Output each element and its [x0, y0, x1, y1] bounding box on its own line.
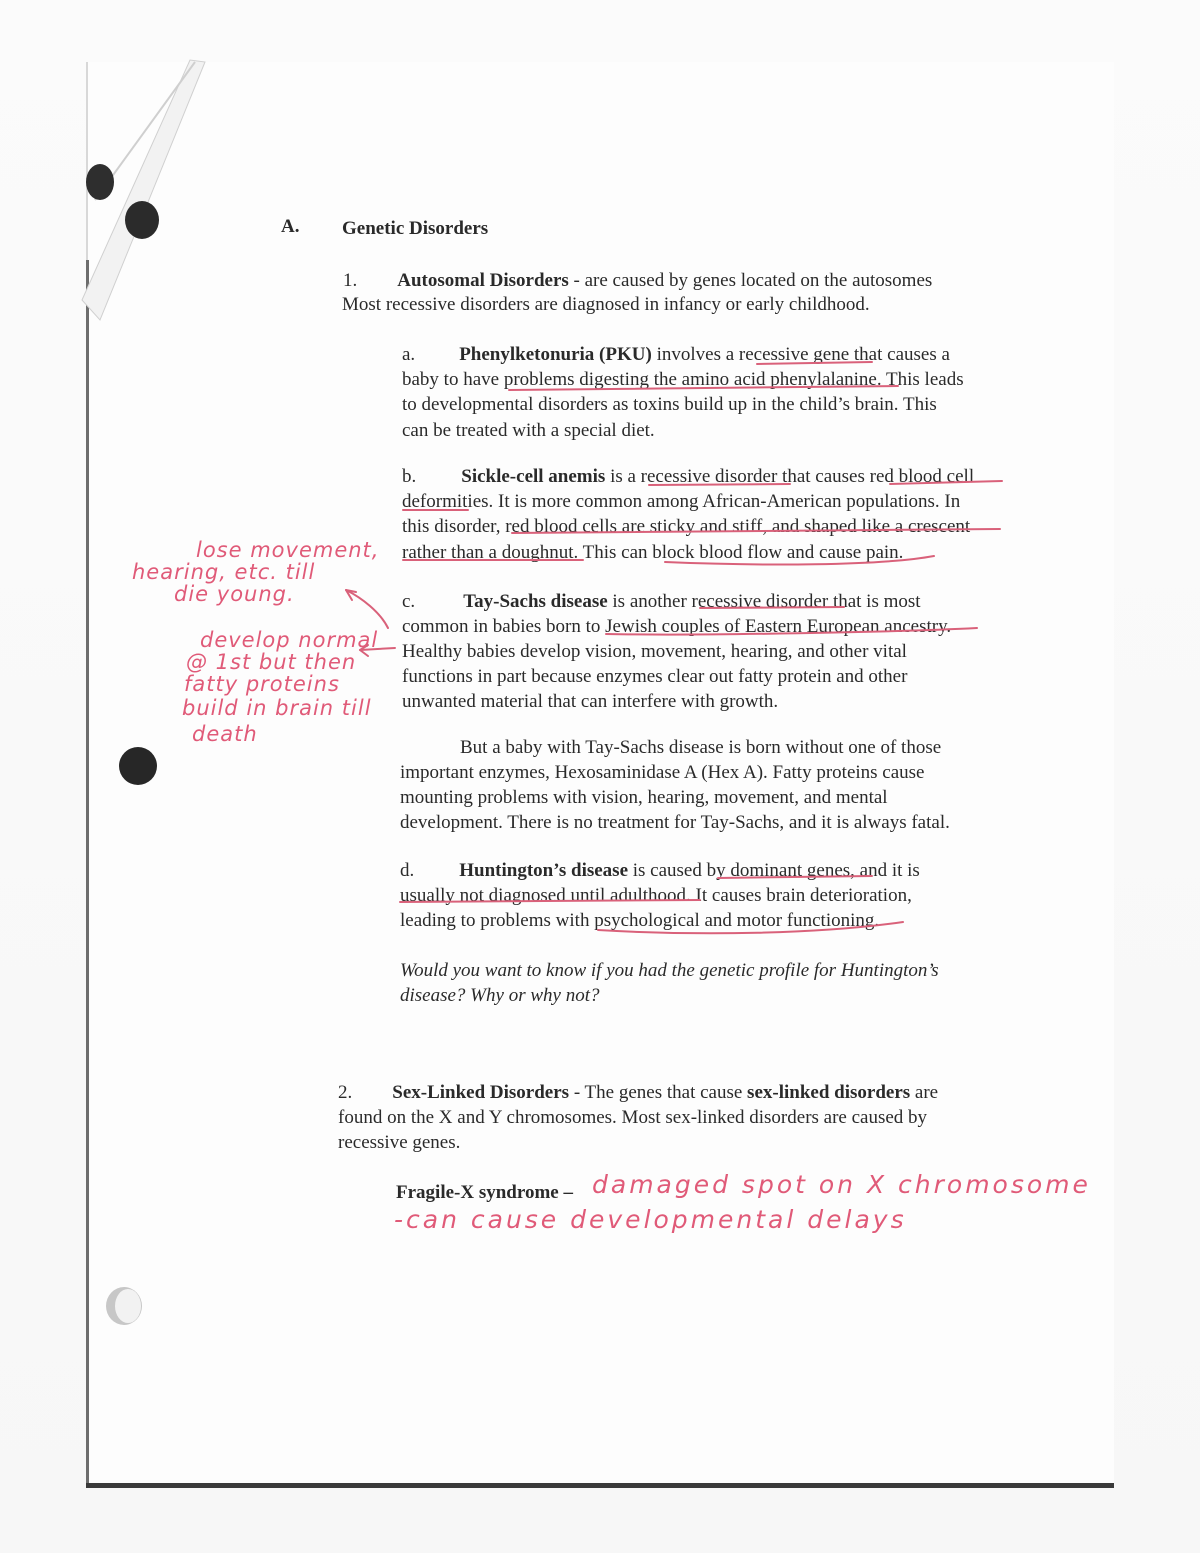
sickle-line2: deformities. It is more common among African-American populations. In [402, 491, 961, 512]
section-title: Genetic Disorders [342, 218, 489, 239]
taysachs-letter: c. [402, 591, 416, 612]
huntington-question-line2: disease? Why or why not? [400, 985, 600, 1006]
sexlinked-line2: found on the X and Y chromosomes. Most sex-linked disorders are caused by [338, 1107, 928, 1128]
taysachs-p2-line3: mounting problems with vision, hearing, movement, and mental [400, 787, 888, 808]
note-fragile-line2: -can cause developmental delays [394, 1205, 907, 1234]
note-develop-normal-line3: fatty proteins [184, 672, 340, 696]
autosomal-number: 1. [343, 270, 358, 291]
note-lose-movement-line1: lose movement, [196, 538, 380, 562]
sickle-heading: Sickle-cell anemis [461, 466, 606, 487]
taysachs-line5: unwanted material that can interfere with growth. [402, 691, 779, 712]
taysachs-text: is another recessive disorder that is most [607, 591, 921, 612]
sickle-letter: b. [402, 466, 417, 487]
sexlinked-text: - The genes that cause [569, 1082, 748, 1103]
note-develop-normal-line5: death [192, 722, 258, 746]
huntington-letter: d. [400, 860, 415, 881]
underline-amino-acid [509, 386, 898, 390]
underline-recessive-disorder-b [649, 484, 790, 485]
sickle-line3: this disorder, red blood cells are sticky and stiff, and shaped like a crescent [402, 516, 971, 537]
pku-line4: can be treated with a special diet. [402, 420, 655, 441]
underline-psychological [598, 922, 903, 933]
underline-red-blood-cell [890, 481, 1002, 484]
huntington-line2: usually not diagnosed until adulthood. It causes brain deterioration, [400, 885, 912, 906]
sickle-text: is a recessive disorder that causes red blood cell [605, 466, 975, 487]
underline-dominant-genes [718, 876, 872, 878]
huntington-text: is caused by dominant genes, and it is [628, 860, 920, 881]
note-fragile-line1: damaged spot on X chromosome [592, 1170, 1091, 1199]
taysachs-line2: common in babies born to Jewish couples of Eastern European ancestry. [402, 616, 952, 637]
taysachs-p2-line1: But a baby with Tay-Sachs disease is born without one of those [460, 737, 942, 758]
huntington-heading: Huntington’s disease [459, 860, 628, 881]
sickle-line4: rather than a doughnut. This can block blood flow and cause pain. [402, 542, 904, 563]
pku-letter: a. [402, 344, 416, 365]
arrow-to-note1 [346, 590, 388, 628]
taysachs-line3: Healthy babies develop vision, movement, hearing, and other vital [402, 641, 907, 662]
note-lose-movement-line3: die young. [174, 582, 295, 606]
autosomal-line2: Most recessive disorders are diagnosed in infancy or early childhood. [342, 294, 870, 315]
underline-recessive-disorder-c [700, 607, 844, 608]
section-letter: A. [281, 216, 300, 237]
note-develop-normal-line1: develop normal [200, 628, 379, 652]
arrow-to-note2 [360, 648, 395, 650]
note-develop-normal-line4: build in brain till [182, 696, 372, 720]
huntington-question-line1: Would you want to know if you had the genetic profile for Huntington’s [400, 960, 939, 981]
huntington-line3: leading to problems with psychological and motor functioning. [400, 910, 880, 931]
autosomal-heading: Autosomal Disorders [397, 270, 569, 291]
underline-block-blood-flow [665, 556, 934, 564]
sexlinked-bold-term: sex-linked disorders [747, 1082, 911, 1103]
autosomal-text: - are caused by genes located on the autosomes [568, 270, 933, 291]
underline-recessive-gene [757, 362, 872, 364]
sexlinked-line3: recessive genes. [338, 1132, 461, 1153]
pku-line3: to developmental disorders as toxins build up in the child’s brain. This [402, 394, 937, 415]
pku-heading: Phenylketonuria (PKU) [459, 344, 652, 365]
taysachs-line4: functions in part because enzymes clear out fatty protein and other [402, 666, 908, 687]
taysachs-p2-line4: development. There is no treatment for Tay-Sachs, and it is always fatal. [400, 812, 950, 833]
note-lose-movement-line2: hearing, etc. till [132, 560, 316, 584]
pku-line2: baby to have problems digesting the amino acid phenylalanine. This leads [402, 369, 964, 390]
underline-adulthood [400, 900, 700, 902]
taysachs-p2-line2: important enzymes, Hexosaminidase A (Hex A). Fatty proteins cause [400, 762, 925, 783]
fragile-heading: Fragile-X syndrome – [396, 1182, 573, 1203]
underline-sticky-stiff [512, 529, 1000, 533]
note-develop-normal-line2: @ 1st but then [186, 650, 357, 674]
sexlinked-number: 2. [338, 1082, 353, 1103]
underline-jewish-couples [606, 628, 977, 635]
pku-text: involves a recessive gene that causes a [651, 344, 950, 365]
taysachs-heading: Tay-Sachs disease [463, 591, 608, 612]
sexlinked-heading: Sex-Linked Disorders [392, 1082, 570, 1103]
sexlinked-text-end: are [910, 1082, 939, 1103]
